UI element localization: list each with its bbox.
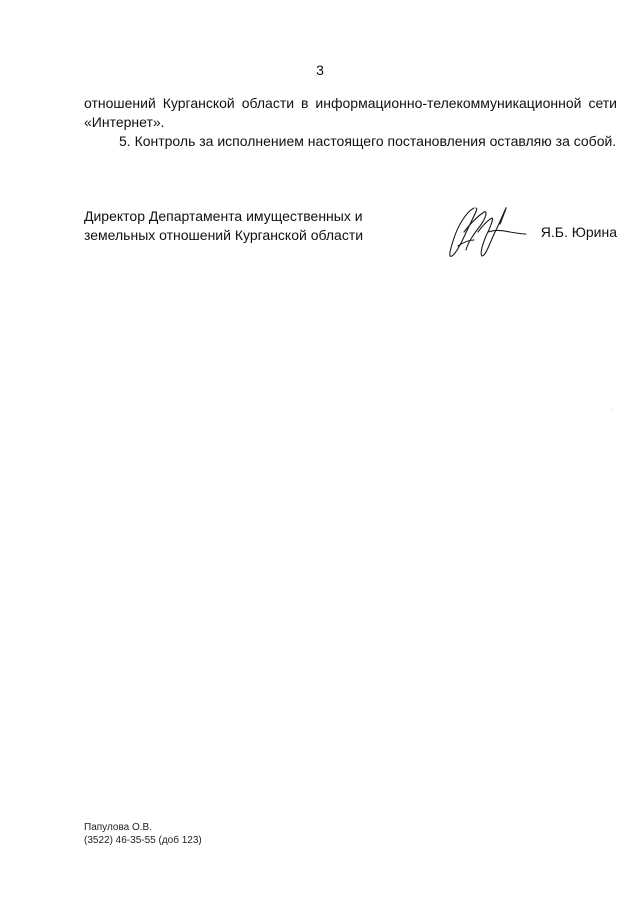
signature-block (84, 207, 617, 267)
executor-footer (84, 821, 202, 847)
signatory-title-line-1: Директор Департамента имущественных и (84, 208, 363, 224)
signatory-title (84, 207, 363, 245)
scan-speck (612, 409, 613, 410)
document-body (84, 94, 617, 151)
executor-phone: (3522) 46-35-55 (доб 123) (84, 835, 202, 846)
paragraph-item-5: 5. Контроль за исполнением настоящего постановления оставляю за собой. (119, 133, 617, 149)
executor-name: Папулова О.В. (84, 822, 152, 833)
handwritten-signature (444, 202, 530, 264)
signatory-name: Я.Б. Юрина (540, 224, 617, 240)
paragraph-continuation: отношений Курганской области в информационно-телекоммуникационной сети «Интернет». (84, 95, 617, 130)
page-number: 3 (316, 62, 324, 78)
signatory-title-line-2: земельных отношений Курганской области (84, 227, 364, 243)
